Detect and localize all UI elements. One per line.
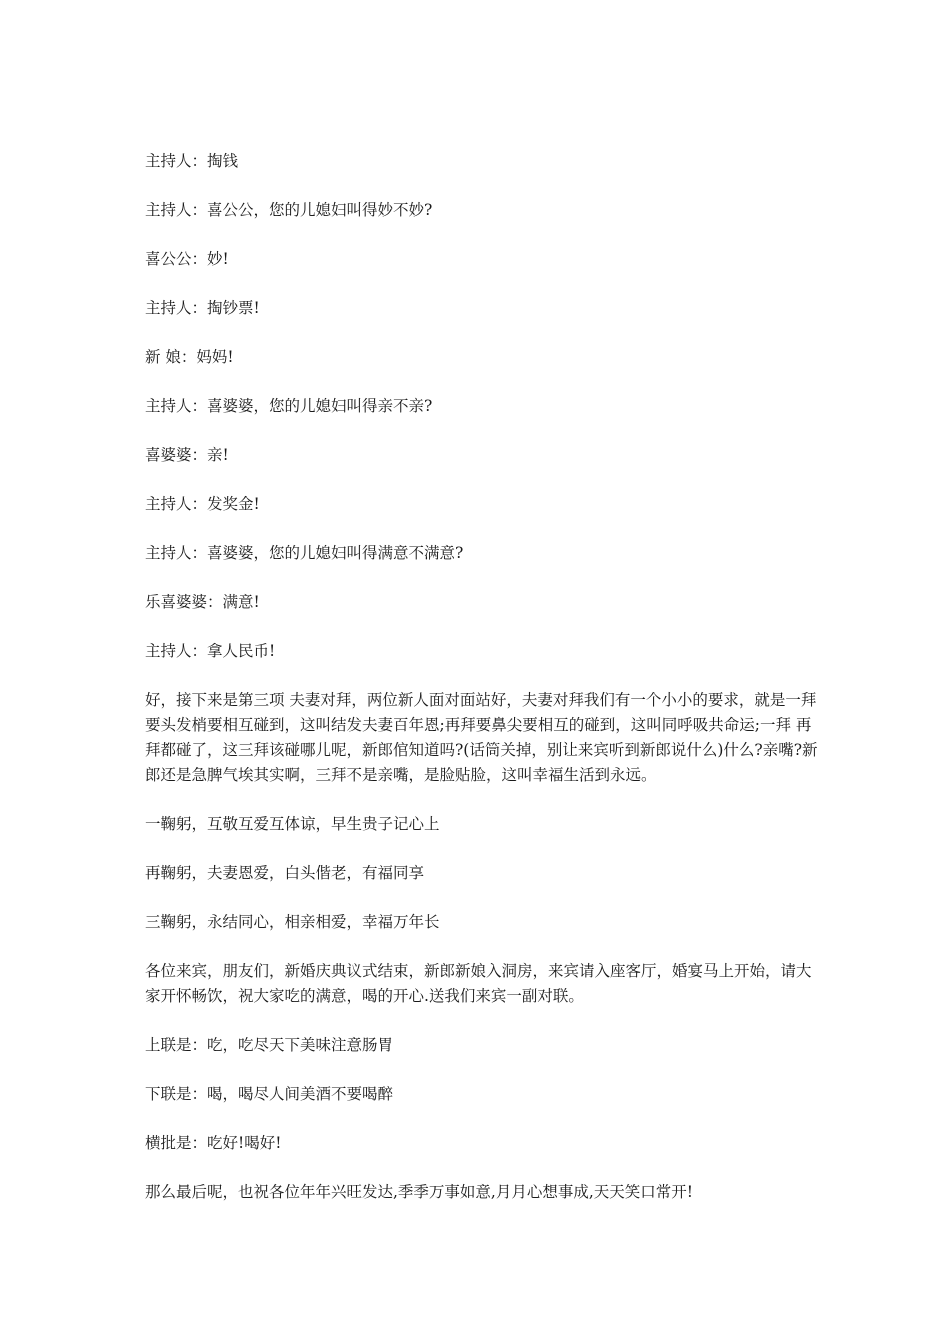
dialogue-line: 主持人：喜婆婆，您的儿媳妇叫得满意不满意? <box>145 544 464 562</box>
dialogue-line: 喜公公：妙! <box>145 250 229 268</box>
couplet-line: 下联是：喝，喝尽人间美酒不要喝醉 <box>145 1085 394 1103</box>
bow-line: 三鞠躬，永结同心，相亲相爱，幸福万年长 <box>145 913 440 931</box>
dialogue-line: 主持人：喜公公，您的儿媳妇叫得妙不妙? <box>145 201 433 219</box>
body-paragraph: 各位来宾，朋友们，新婚庆典议式结束，新郎新娘入洞房，来宾请入座客厅，婚宴马上开始，请大家开怀畅饮，祝大家吃的满意，喝的开心.送我们来宾一副对联。 <box>145 962 812 1005</box>
dialogue-line: 主持人：拿人民币! <box>145 642 276 660</box>
dialogue-line: 主持人：发奖金! <box>145 495 260 513</box>
body-paragraph: 好，接下来是第三项 夫妻对拜，两位新人面对面站好，夫妻对拜我们有一个小小的要求，就是一拜要头发梢要相互碰到，这叫结发夫妻百年恩;再拜要鼻尖要相互的碰到，这叫同呼吸共命运;一拜 再拜都碰了，这三拜该碰哪儿呢，新郎倌知道吗?(话筒关掉，别让来宾听到新郎说什么)什么?亲嘴?新郎还是急脾气埃其实啊，三拜不是亲嘴，是脸贴脸，这叫幸福生活到永远。 <box>145 691 818 784</box>
dialogue-line: 喜婆婆：亲! <box>145 446 229 464</box>
document-body <box>145 149 820 1229</box>
dialogue-line: 乐喜婆婆：满意! <box>145 593 260 611</box>
bow-line: 再鞠躬，夫妻恩爱，白头偕老，有福同享 <box>145 864 425 882</box>
dialogue-line: 主持人：喜婆婆，您的儿媳妇叫得亲不亲? <box>145 397 433 415</box>
closing-paragraph: 那么最后呢，也祝各位年年兴旺发达,季季万事如意,月月心想事成,天天笑口常开! <box>145 1183 694 1201</box>
dialogue-line: 主持人：掏钱 <box>145 152 239 170</box>
bow-line: 一鞠躬，互敬互爱互体谅，早生贵子记心上 <box>145 815 440 833</box>
dialogue-line: 主持人：掏钞票! <box>145 299 260 317</box>
couplet-line: 横批是：吃好!喝好! <box>145 1134 282 1152</box>
dialogue-line: 新 娘：妈妈! <box>145 348 234 366</box>
couplet-line: 上联是：吃，吃尽天下美味注意肠胃 <box>145 1036 394 1054</box>
